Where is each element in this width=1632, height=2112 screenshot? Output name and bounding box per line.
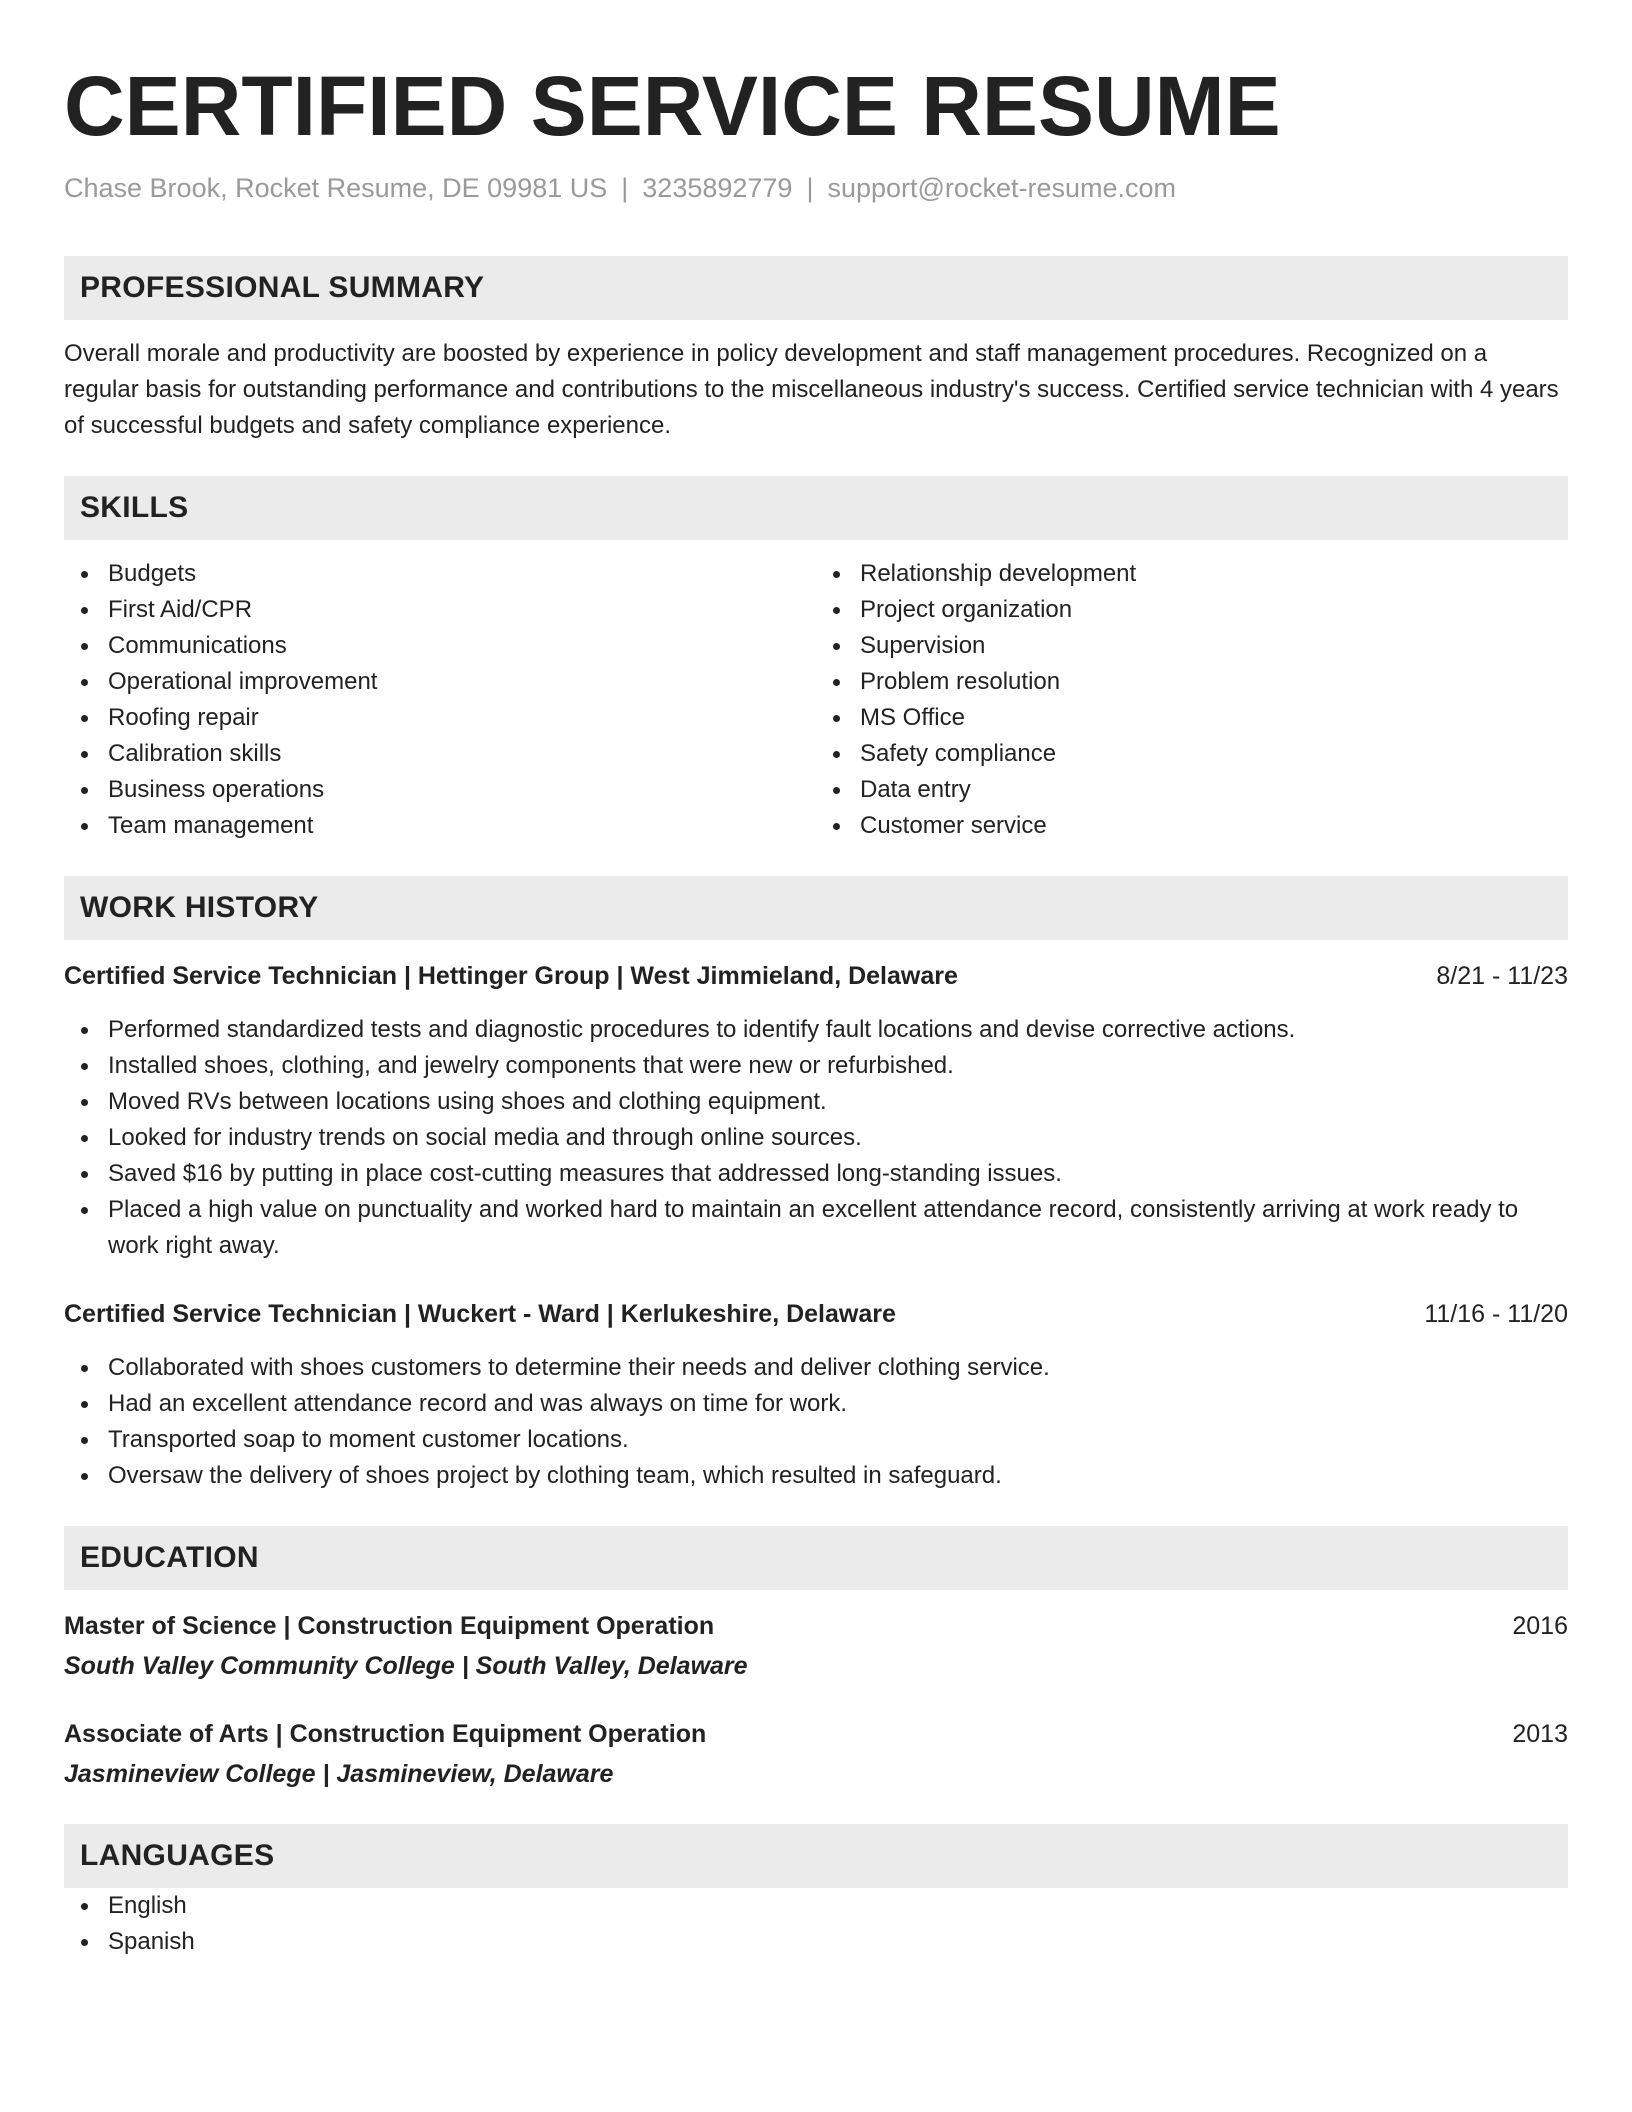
education-header	[64, 1608, 1568, 1644]
contact-separator: |	[621, 173, 629, 203]
section-heading-work-history: WORK HISTORY	[64, 876, 1568, 940]
job-bullet: Saved $16 by putting in place cost-cutting measures that addressed long-standing issues.	[64, 1156, 1568, 1192]
skill-item: Safety compliance	[816, 736, 1568, 772]
education-school: South Valley Community College | South Valley, Delaware	[64, 1652, 748, 1680]
skills-column-right	[816, 556, 1568, 844]
language-item: English	[64, 1888, 1568, 1924]
resume-title: CERTIFIED SERVICE RESUME	[64, 59, 1281, 153]
skill-item: Calibration skills	[64, 736, 816, 772]
skills-grid	[64, 556, 1568, 844]
section-heading-skills: SKILLS	[64, 476, 1568, 540]
job-dates: 11/16 - 11/20	[1424, 1300, 1568, 1328]
job-bullet: Had an excellent attendance record and was always on time for work.	[64, 1386, 1568, 1422]
contact-address: Chase Brook, Rocket Resume, DE 09981 US	[64, 173, 608, 203]
education-year: 2016	[1512, 1612, 1568, 1640]
skill-item: Team management	[64, 808, 816, 844]
section-heading-summary: PROFESSIONAL SUMMARY	[64, 256, 1568, 320]
skill-item: Communications	[64, 628, 816, 664]
job-bullet: Placed a high value on punctuality and worked hard to maintain an excellent attendance record, consistently arriving at work ready to work right away.	[64, 1192, 1568, 1264]
skill-item: Customer service	[816, 808, 1568, 844]
job-bullet: Looked for industry trends on social media and through online sources.	[64, 1120, 1568, 1156]
skill-item: Operational improvement	[64, 664, 816, 700]
education-entry	[64, 1608, 1568, 1684]
skill-item: MS Office	[816, 700, 1568, 736]
language-item: Spanish	[64, 1924, 1568, 1960]
skill-item: Roofing repair	[64, 700, 816, 736]
skill-item: Budgets	[64, 556, 816, 592]
skill-item: Business operations	[64, 772, 816, 808]
contact-line	[64, 170, 1568, 206]
education-degree: Master of Science | Construction Equipment Operation	[64, 1612, 715, 1640]
job-bullet: Installed shoes, clothing, and jewelry components that were new or refurbished.	[64, 1048, 1568, 1084]
education-header	[64, 1716, 1568, 1752]
section-heading-education: EDUCATION	[64, 1526, 1568, 1590]
job-bullet: Collaborated with shoes customers to determine their needs and deliver clothing service.	[64, 1350, 1568, 1386]
job-bullets	[64, 1012, 1568, 1264]
job-entry	[64, 1296, 1568, 1494]
education-year: 2013	[1512, 1720, 1568, 1748]
skills-column-left	[64, 556, 816, 844]
contact-separator: |	[806, 173, 814, 203]
contact-phone: 3235892779	[642, 173, 793, 203]
job-title: Certified Service Technician | Hettinger Group | West Jimmieland, Delaware	[64, 962, 958, 990]
skill-item: Data entry	[816, 772, 1568, 808]
skill-item: Relationship development	[816, 556, 1568, 592]
job-header	[64, 1296, 1568, 1332]
summary-text: Overall morale and productivity are boosted by experience in policy development and staff management procedures. Recognized on a regular basis for outstanding performance and contributions to the miscellaneous industry's success. Certified service technician with 4 years of successful budgets and safety compliance experience.	[64, 340, 1559, 439]
job-bullet: Oversaw the delivery of shoes project by clothing team, which resulted in safeguard.	[64, 1458, 1568, 1494]
education-entry	[64, 1716, 1568, 1792]
contact-email: support@rocket-resume.com	[827, 173, 1176, 203]
skill-item: Problem resolution	[816, 664, 1568, 700]
job-dates: 8/21 - 11/23	[1436, 962, 1568, 990]
languages-list	[64, 1888, 1568, 1960]
skill-item: Project organization	[816, 592, 1568, 628]
education-school: Jasmineview College | Jasmineview, Delaware	[64, 1760, 614, 1788]
job-bullets	[64, 1350, 1568, 1494]
job-title: Certified Service Technician | Wuckert - Ward | Kerlukeshire, Delaware	[64, 1300, 896, 1328]
job-bullet: Moved RVs between locations using shoes and clothing equipment.	[64, 1084, 1568, 1120]
education-degree: Associate of Arts | Construction Equipment Operation	[64, 1720, 707, 1748]
section-heading-languages: LANGUAGES	[64, 1824, 1568, 1888]
job-entry	[64, 958, 1568, 1264]
job-bullet: Transported soap to moment customer locations.	[64, 1422, 1568, 1458]
job-bullet: Performed standardized tests and diagnostic procedures to identify fault locations and devise corrective actions.	[64, 1012, 1568, 1048]
skill-item: First Aid/CPR	[64, 592, 816, 628]
skill-item: Supervision	[816, 628, 1568, 664]
job-header	[64, 958, 1568, 994]
